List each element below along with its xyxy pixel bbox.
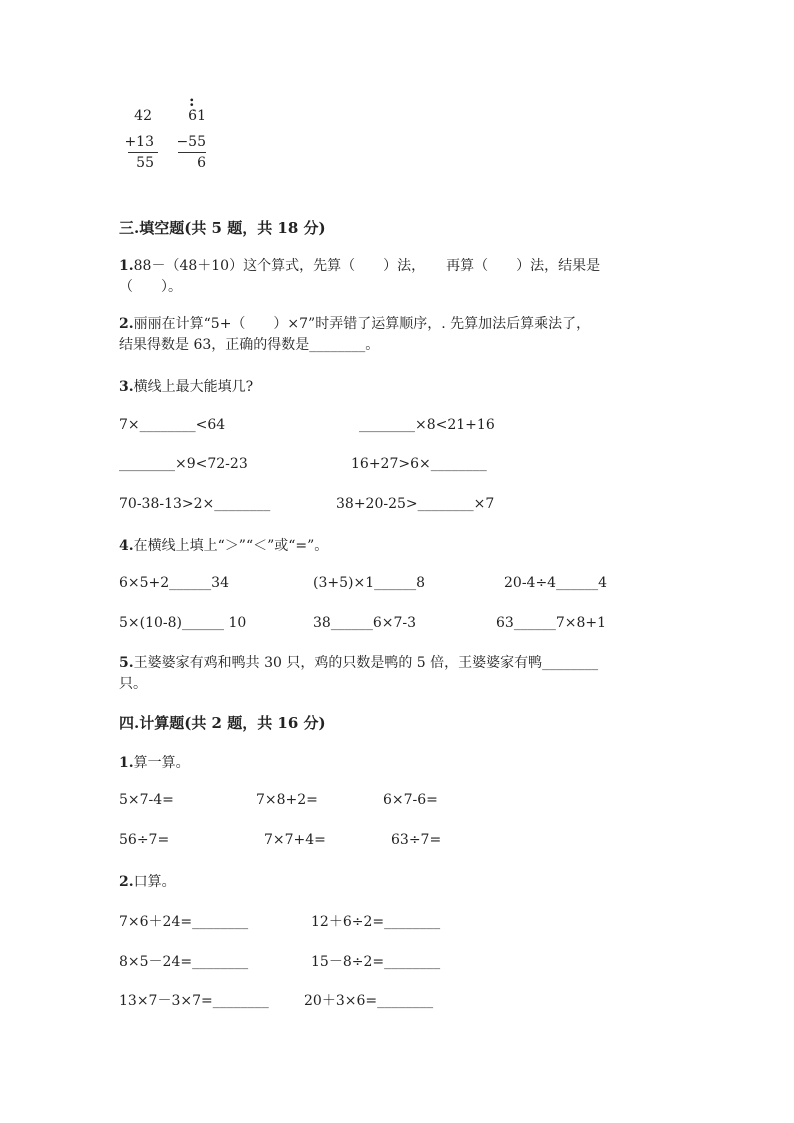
question-text: 口算。 — [133, 874, 176, 890]
s3-question-2 — [119, 314, 590, 356]
question-number: 3. — [119, 379, 134, 395]
calc-item-3: 6×7-6= — [383, 792, 438, 808]
q4-item-4: 5×(10-8)______ 10 — [119, 615, 247, 631]
calc-item-5: 7×7+4= — [264, 832, 326, 848]
subtrahend: −55 — [176, 134, 206, 150]
mental-item-4: 15－8÷2=________ — [311, 954, 441, 970]
q3-item-6: 38+20-25>________×7 — [336, 496, 495, 512]
question-number: 5. — [119, 655, 134, 671]
s4-question-2 — [119, 871, 176, 891]
s3-question-3 — [119, 376, 253, 396]
section-3-title: 三.填空题(共 5 题，共 18 分) — [119, 219, 326, 237]
question-text: 88－（48＋10）这个算式，先算（ ）法， 再算（ ）法，结果是 — [133, 258, 601, 274]
question-number: 2. — [119, 874, 134, 890]
question-text-line2: 结果得数是 63，正确的得数是________。 — [119, 337, 380, 353]
question-text-line2: （ ）。 — [119, 279, 182, 295]
borrow-dots: : — [189, 92, 195, 110]
calc-item-1: 5×7-4= — [119, 792, 174, 808]
section-4-title: 四.计算题(共 2 题，共 16 分) — [119, 714, 326, 732]
mental-item-2: 12＋6÷2=________ — [311, 914, 441, 930]
mental-item-1: 7×6＋24=________ — [119, 914, 249, 930]
q4-item-2: (3+5)×1______8 — [313, 575, 426, 591]
question-number: 4. — [119, 538, 134, 554]
mental-item-6: 20＋3×6=________ — [304, 993, 434, 1009]
q4-item-5: 38______6×7-3 — [313, 615, 416, 631]
minuend: 6̇1 — [188, 108, 206, 124]
vertical-subtraction — [146, 108, 206, 178]
s3-question-4 — [119, 535, 328, 555]
q3-item-3: ________×9<72-23 — [119, 456, 248, 472]
q3-item-2: ________×8<21+16 — [359, 417, 495, 433]
question-text: 横线上最大能填几? — [133, 379, 254, 395]
s3-question-5 — [119, 653, 598, 695]
question-number: 1. — [119, 755, 134, 771]
mental-item-3: 8×5－24=________ — [119, 954, 249, 970]
calc-item-4: 56÷7= — [119, 832, 170, 848]
sum-result: 55 — [136, 155, 154, 171]
question-number: 2. — [119, 316, 134, 332]
mental-item-5: 13×7－3×7=________ — [119, 993, 269, 1009]
question-text-line2: 只。 — [119, 676, 147, 692]
s4-question-1 — [119, 752, 190, 772]
difference-result: 6 — [197, 155, 206, 171]
q4-item-1: 6×5+2______34 — [119, 575, 229, 591]
calc-item-6: 63÷7= — [391, 832, 442, 848]
q3-item-5: 70-38-13>2×________ — [119, 496, 271, 512]
question-text: 丽丽在计算“5+（ ）×7”时弄错了运算顺序，. 先算加法后算乘法了， — [133, 316, 591, 332]
q3-item-4: 16+27>6×________ — [351, 456, 487, 472]
question-text: 在横线上填上“＞”“＜”或“=”。 — [133, 538, 329, 554]
q4-item-3: 20-4÷4______4 — [504, 575, 607, 591]
calc-item-2: 7×8+2= — [256, 792, 318, 808]
addend-bottom: +13 — [124, 134, 154, 150]
q3-item-1: 7×________<64 — [119, 417, 226, 433]
addend-top: 42 — [134, 108, 152, 124]
question-number: 1. — [119, 258, 134, 274]
question-text: 王婆婆家有鸡和鸭共 30 只，鸡的只数是鸭的 5 倍，王婆婆家有鸭________ — [133, 655, 599, 671]
q4-item-6: 63______7×8+1 — [496, 615, 606, 631]
subtraction-rule — [178, 152, 206, 153]
s3-question-1 — [119, 256, 600, 298]
question-text: 算一算。 — [133, 755, 190, 771]
